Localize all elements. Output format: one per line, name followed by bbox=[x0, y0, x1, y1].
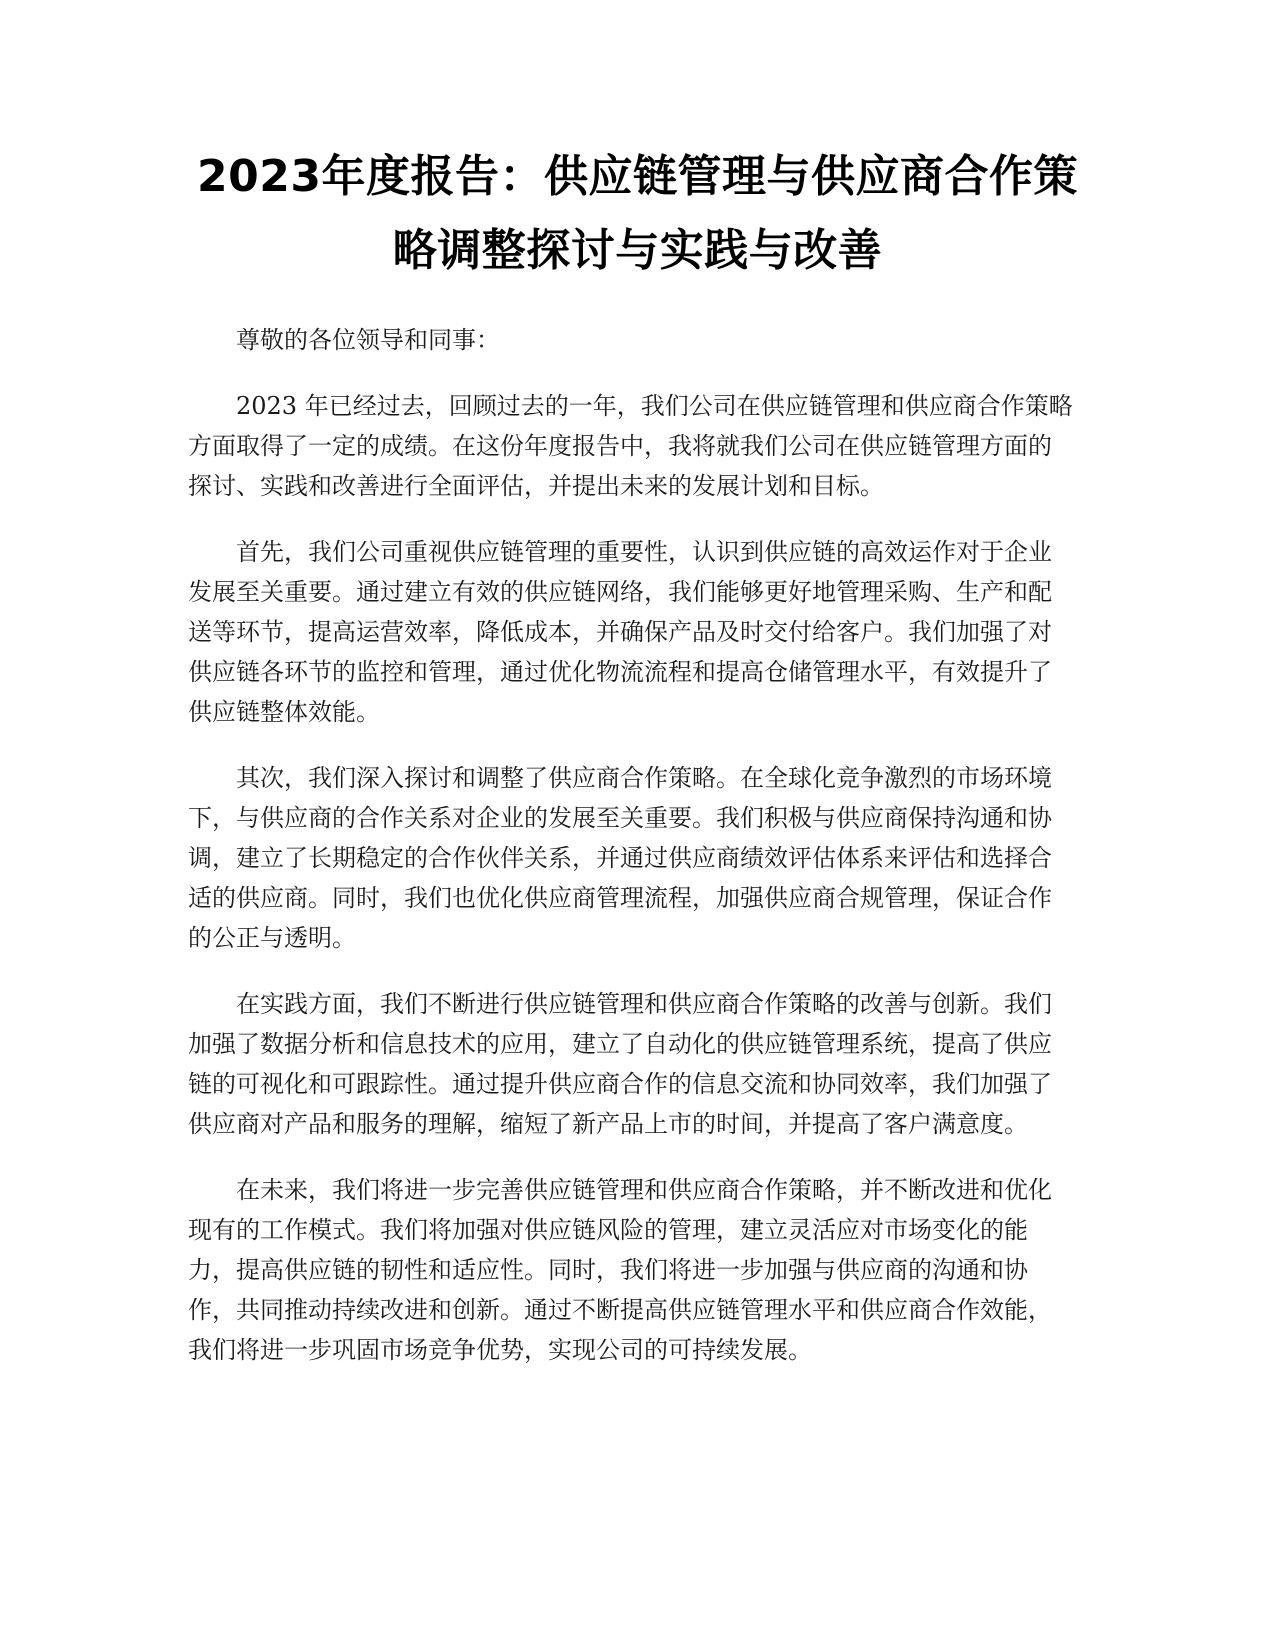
paragraph-line: 尊敬的各位领导和同事： bbox=[236, 326, 500, 354]
paragraph-line: 在实践方面，我们不断进行供应链管理和供应商合作策略的改善与创新。我们 bbox=[236, 990, 1052, 1018]
document-title bbox=[150, 140, 1125, 288]
supplier-strategy-paragraph bbox=[188, 758, 1088, 958]
paragraph-line: 作，共同推动持续改进和创新。通过不断提高供应链管理水平和供应商合作效能， bbox=[188, 1296, 1052, 1324]
paragraph-line: 现有的工作模式。我们将加强对供应链风险的管理，建立灵活应对市场变化的能 bbox=[188, 1216, 1028, 1244]
paragraph-line: 我们将进一步巩固市场竞争优势，实现公司的可持续发展。 bbox=[188, 1336, 812, 1364]
paragraph-line: 在未来，我们将进一步完善供应链管理和供应商合作策略，并不断改进和优化 bbox=[236, 1176, 1052, 1204]
paragraph-line: 2023 年已经过去，回顾过去的一年，我们公司在供应链管理和供应商合作策略 bbox=[236, 392, 1073, 420]
paragraph-line: 供应商对产品和服务的理解，缩短了新产品上市的时间，并提高了客户满意度。 bbox=[188, 1110, 1028, 1138]
paragraph-line: 链的可视化和可跟踪性。通过提升供应商合作的信息交流和协同效率，我们加强了 bbox=[188, 1070, 1052, 1098]
practice-paragraph bbox=[188, 984, 1088, 1144]
paragraph-line: 的公正与透明。 bbox=[188, 924, 356, 952]
paragraph-line: 下，与供应商的合作关系对企业的发展至关重要。我们积极与供应商保持沟通和协 bbox=[188, 804, 1052, 832]
paragraph-line: 力，提高供应链的韧性和适应性。同时，我们将进一步加强与供应商的沟通和协 bbox=[188, 1256, 1028, 1284]
paragraph-line: 首先，我们公司重视供应链管理的重要性，认识到供应链的高效运作对于企业 bbox=[236, 538, 1052, 566]
paragraph-line: 供应链各环节的监控和管理，通过优化物流流程和提高仓储管理水平，有效提升了 bbox=[188, 658, 1052, 686]
intro-paragraph bbox=[188, 386, 1088, 506]
title-line: 略调整探讨与实践与改善 bbox=[392, 225, 883, 276]
future-plan-paragraph bbox=[188, 1170, 1088, 1370]
paragraph-line: 探讨、实践和改善进行全面评估，并提出未来的发展计划和目标。 bbox=[188, 472, 884, 500]
paragraph-line: 适的供应商。同时，我们也优化供应商管理流程，加强供应商合规管理，保证合作 bbox=[188, 884, 1052, 912]
paragraph-line: 加强了数据分析和信息技术的应用，建立了自动化的供应链管理系统，提高了供应 bbox=[188, 1030, 1052, 1058]
paragraph-line: 送等环节，提高运营效率，降低成本，并确保产品及时交付给客户。我们加强了对 bbox=[188, 618, 1052, 646]
salutation-paragraph bbox=[188, 320, 1088, 360]
paragraph-line: 发展至关重要。通过建立有效的供应链网络，我们能够更好地管理采购、生产和配 bbox=[188, 578, 1052, 606]
paragraph-line: 调，建立了长期稳定的合作伙伴关系，并通过供应商绩效评估体系来评估和选择合 bbox=[188, 844, 1052, 872]
title-line: 2023年度报告：供应链管理与供应商合作策 bbox=[197, 151, 1078, 202]
supply-chain-paragraph bbox=[188, 532, 1088, 732]
paragraph-line: 其次，我们深入探讨和调整了供应商合作策略。在全球化竞争激烈的市场环境 bbox=[236, 764, 1052, 792]
paragraph-line: 供应链整体效能。 bbox=[188, 698, 380, 726]
document-body bbox=[188, 320, 1088, 1396]
paragraph-line: 方面取得了一定的成绩。在这份年度报告中，我将就我们公司在供应链管理方面的 bbox=[188, 432, 1052, 460]
